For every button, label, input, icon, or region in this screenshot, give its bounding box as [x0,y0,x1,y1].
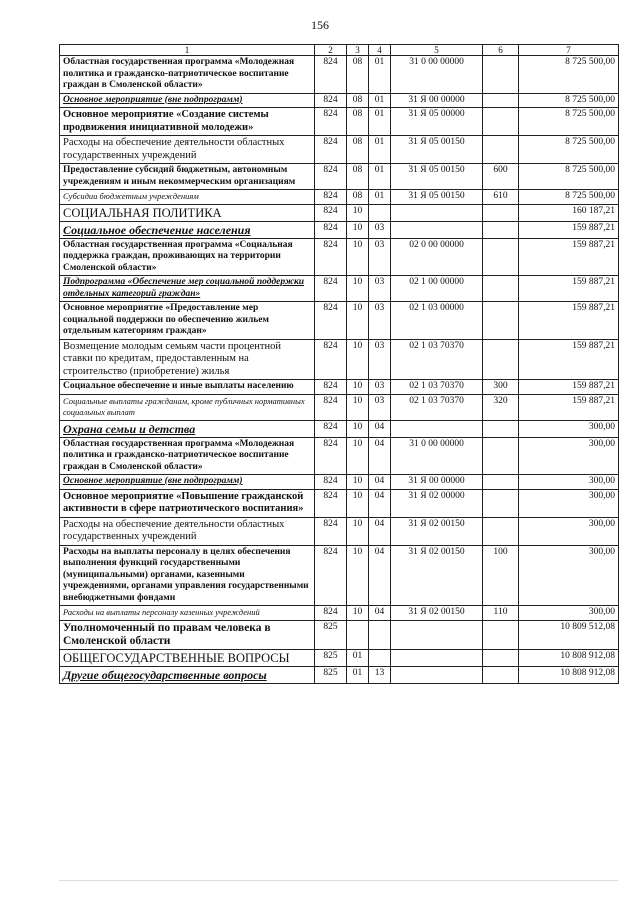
row-grbs-cell: 824 [315,437,347,475]
row-section-cell: 10 [347,475,369,490]
row-amount-cell: 159 887,21 [519,380,619,395]
row-amount-cell: 300,00 [519,437,619,475]
row-target-article-cell [391,204,483,221]
row-subsection-cell: 01 [369,164,391,190]
row-name-cell: Областная государственная программа «Молодежная политика и гражданско-патриотическое воспитание граждан в Смоленской области» [60,437,315,475]
table-row [60,475,619,490]
row-target-article-cell: 02 1 03 00000 [391,302,483,340]
row-section-cell: 10 [347,339,369,380]
header-cell: 4 [369,45,391,56]
row-grbs-cell: 824 [315,164,347,190]
row-subsection-cell: 03 [369,394,391,420]
table-row [60,380,619,395]
row-name-cell: Основное мероприятие «Создание системы продвижения инициативной молодежи» [60,108,315,136]
row-target-article-cell [391,221,483,238]
row-expense-type-cell [483,221,519,238]
row-expense-type-cell [483,238,519,276]
row-target-article-cell: 31 Я 02 00150 [391,545,483,606]
row-section-cell: 10 [347,238,369,276]
row-grbs-cell: 824 [315,136,347,164]
row-amount-cell: 300,00 [519,545,619,606]
row-grbs-cell: 824 [315,339,347,380]
row-grbs-cell: 825 [315,620,347,649]
row-subsection-cell: 03 [369,380,391,395]
row-section-cell: 08 [347,136,369,164]
row-subsection-cell: 03 [369,339,391,380]
row-subsection-cell: 04 [369,437,391,475]
row-amount-cell: 8 725 500,00 [519,136,619,164]
row-subsection-cell: 03 [369,238,391,276]
table-row [60,517,619,545]
table-row [60,606,619,621]
row-section-cell: 08 [347,164,369,190]
row-section-cell: 01 [347,666,369,683]
row-name-cell: Социальное обеспечение и иные выплаты населению [60,380,315,395]
page-bottom-rule [59,880,618,881]
row-name-cell: Охрана семьи и детства [60,420,315,437]
row-section-cell: 01 [347,649,369,666]
row-name-cell: Основное мероприятие «Предоставление мер социальной поддержки по обеспечению жильем отдельным категориям граждан» [60,302,315,340]
row-name-cell: Предоставление субсидий бюджетным, автономным учреждениям и иным некоммерческим организациям [60,164,315,190]
row-grbs-cell: 824 [315,221,347,238]
row-amount-cell: 8 725 500,00 [519,93,619,108]
row-name-cell: Социальные выплаты гражданам, кроме публичных нормативных социальных выплат [60,394,315,420]
table-row [60,420,619,437]
table-row [60,108,619,136]
table-row [60,620,619,649]
row-grbs-cell: 825 [315,649,347,666]
row-section-cell: 10 [347,394,369,420]
row-expense-type-cell [483,437,519,475]
header-cell: 3 [347,45,369,56]
row-target-article-cell [391,620,483,649]
row-name-cell: Другие общегосударственные вопросы [60,666,315,683]
row-name-cell: Расходы на обеспечение деятельности областных государственных учреждений [60,136,315,164]
row-target-article-cell: 02 1 03 70370 [391,339,483,380]
table-row [60,190,619,205]
budget-table [59,44,619,684]
row-name-cell: Основное мероприятие «Повышение гражданской активности в сфере патриотического воспитания» [60,489,315,517]
table-row [60,238,619,276]
row-expense-type-cell: 610 [483,190,519,205]
table-row [60,56,619,94]
row-grbs-cell: 824 [315,93,347,108]
row-name-cell: Основное мероприятие (вне подпрограмм) [60,475,315,490]
row-expense-type-cell: 320 [483,394,519,420]
table-header-row [60,45,619,56]
row-name-cell: Уполномоченный по правам человека в Смоленской области [60,620,315,649]
row-expense-type-cell [483,339,519,380]
row-grbs-cell: 824 [315,489,347,517]
row-grbs-cell: 824 [315,238,347,276]
row-subsection-cell: 01 [369,136,391,164]
table-row [60,339,619,380]
row-subsection-cell: 04 [369,606,391,621]
row-grbs-cell: 824 [315,545,347,606]
row-amount-cell: 300,00 [519,475,619,490]
row-target-article-cell: 02 0 00 00000 [391,238,483,276]
row-name-cell: ОБЩЕГОСУДАРСТВЕННЫЕ ВОПРОСЫ [60,649,315,666]
row-amount-cell: 8 725 500,00 [519,108,619,136]
row-grbs-cell: 824 [315,190,347,205]
row-section-cell: 10 [347,517,369,545]
row-target-article-cell: 31 0 00 00000 [391,437,483,475]
table-row [60,394,619,420]
row-name-cell: Основное мероприятие (вне подпрограмм) [60,93,315,108]
row-target-article-cell: 02 1 00 00000 [391,276,483,302]
row-name-cell: Субсидии бюджетным учреждениям [60,190,315,205]
table-row [60,93,619,108]
row-name-cell: Областная государственная программа «Социальная поддержка граждан, проживающих на территории Смоленской области» [60,238,315,276]
row-expense-type-cell [483,204,519,221]
row-expense-type-cell: 100 [483,545,519,606]
row-expense-type-cell: 110 [483,606,519,621]
row-expense-type-cell [483,420,519,437]
row-subsection-cell: 01 [369,93,391,108]
row-grbs-cell: 824 [315,380,347,395]
row-expense-type-cell [483,649,519,666]
row-amount-cell: 10 808 912,08 [519,649,619,666]
table-row [60,489,619,517]
page-number: 156 [311,18,329,32]
row-amount-cell: 300,00 [519,489,619,517]
row-section-cell: 10 [347,420,369,437]
row-subsection-cell: 04 [369,475,391,490]
row-target-article-cell: 31 Я 02 00150 [391,517,483,545]
header-cell: 7 [519,45,619,56]
row-amount-cell: 159 887,21 [519,394,619,420]
header-cell: 2 [315,45,347,56]
table-row [60,666,619,683]
row-subsection-cell: 03 [369,276,391,302]
row-expense-type-cell: 300 [483,380,519,395]
row-target-article-cell: 31 Я 05 00000 [391,108,483,136]
row-expense-type-cell [483,517,519,545]
row-name-cell: Областная государственная программа «Молодежная политика и гражданско-патриотическое воспитание граждан в Смоленской области» [60,56,315,94]
row-grbs-cell: 824 [315,420,347,437]
row-section-cell: 08 [347,93,369,108]
row-section-cell: 10 [347,302,369,340]
row-amount-cell: 8 725 500,00 [519,164,619,190]
row-amount-cell: 10 809 512,08 [519,620,619,649]
row-subsection-cell: 03 [369,221,391,238]
table-row [60,276,619,302]
row-expense-type-cell [483,620,519,649]
header-cell: 1 [60,45,315,56]
row-subsection-cell: 04 [369,545,391,606]
row-expense-type-cell [483,108,519,136]
row-grbs-cell: 824 [315,302,347,340]
row-amount-cell: 8 725 500,00 [519,190,619,205]
table-row [60,437,619,475]
row-name-cell: Расходы на выплаты персоналу в целях обеспечения выполнения функций государственными (муниципальными) органами, казенными учреждениями, органами управления государственными внебюджетными фондами [60,545,315,606]
row-amount-cell: 300,00 [519,606,619,621]
row-expense-type-cell [483,302,519,340]
table-row [60,302,619,340]
table-row [60,221,619,238]
row-section-cell: 10 [347,606,369,621]
row-amount-cell: 159 887,21 [519,276,619,302]
row-expense-type-cell [483,276,519,302]
row-target-article-cell: 02 1 03 70370 [391,394,483,420]
row-section-cell: 10 [347,204,369,221]
row-target-article-cell: 31 Я 05 00150 [391,136,483,164]
row-amount-cell: 10 808 912,08 [519,666,619,683]
row-subsection-cell [369,204,391,221]
row-subsection-cell: 01 [369,108,391,136]
row-expense-type-cell [483,93,519,108]
row-target-article-cell [391,420,483,437]
row-name-cell: Расходы на обеспечение деятельности областных государственных учреждений [60,517,315,545]
row-target-article-cell: 31 0 00 00000 [391,56,483,94]
header-cell: 5 [391,45,483,56]
table-row [60,164,619,190]
row-amount-cell: 160 187,21 [519,204,619,221]
row-section-cell [347,620,369,649]
row-grbs-cell: 824 [315,204,347,221]
table-row [60,204,619,221]
row-target-article-cell: 31 Я 05 00150 [391,164,483,190]
row-name-cell: СОЦИАЛЬНАЯ ПОЛИТИКА [60,204,315,221]
row-section-cell: 10 [347,545,369,606]
row-amount-cell: 159 887,21 [519,221,619,238]
row-amount-cell: 300,00 [519,420,619,437]
row-section-cell: 10 [347,380,369,395]
row-section-cell: 08 [347,190,369,205]
row-subsection-cell [369,649,391,666]
row-amount-cell: 159 887,21 [519,238,619,276]
row-expense-type-cell [483,475,519,490]
row-grbs-cell: 824 [315,517,347,545]
row-subsection-cell: 01 [369,190,391,205]
row-section-cell: 10 [347,437,369,475]
row-subsection-cell: 01 [369,56,391,94]
row-subsection-cell [369,620,391,649]
row-expense-type-cell [483,56,519,94]
row-section-cell: 10 [347,276,369,302]
table-row [60,545,619,606]
row-name-cell: Расходы на выплаты персоналу казенных учреждений [60,606,315,621]
row-expense-type-cell [483,666,519,683]
row-grbs-cell: 824 [315,108,347,136]
row-target-article-cell: 02 1 03 70370 [391,380,483,395]
row-grbs-cell: 824 [315,606,347,621]
row-section-cell: 10 [347,221,369,238]
row-target-article-cell: 31 Я 02 00000 [391,489,483,517]
row-section-cell: 10 [347,489,369,517]
row-grbs-cell: 824 [315,276,347,302]
row-name-cell: Социальное обеспечение населения [60,221,315,238]
row-amount-cell: 159 887,21 [519,339,619,380]
row-subsection-cell: 04 [369,489,391,517]
row-subsection-cell: 03 [369,302,391,340]
row-name-cell: Возмещение молодым семьям части процентной ставки по кредитам, предоставленным на строительство (приобретение) жилья [60,339,315,380]
row-target-article-cell: 31 Я 02 00150 [391,606,483,621]
row-subsection-cell: 04 [369,517,391,545]
row-subsection-cell: 04 [369,420,391,437]
row-target-article-cell: 31 Я 00 00000 [391,93,483,108]
row-expense-type-cell: 600 [483,164,519,190]
row-target-article-cell [391,649,483,666]
row-amount-cell: 300,00 [519,517,619,545]
row-target-article-cell: 31 Я 05 00150 [391,190,483,205]
row-grbs-cell: 824 [315,475,347,490]
row-subsection-cell: 13 [369,666,391,683]
row-amount-cell: 159 887,21 [519,302,619,340]
row-target-article-cell: 31 Я 00 00000 [391,475,483,490]
row-grbs-cell: 825 [315,666,347,683]
row-name-cell: Подпрограмма «Обеспечение мер социальной поддержки отдельных категорий граждан» [60,276,315,302]
row-amount-cell: 8 725 500,00 [519,56,619,94]
row-expense-type-cell [483,136,519,164]
table-row [60,649,619,666]
header-cell: 6 [483,45,519,56]
row-target-article-cell [391,666,483,683]
row-section-cell: 08 [347,108,369,136]
row-section-cell: 08 [347,56,369,94]
table-row [60,136,619,164]
row-grbs-cell: 824 [315,56,347,94]
row-grbs-cell: 824 [315,394,347,420]
row-expense-type-cell [483,489,519,517]
